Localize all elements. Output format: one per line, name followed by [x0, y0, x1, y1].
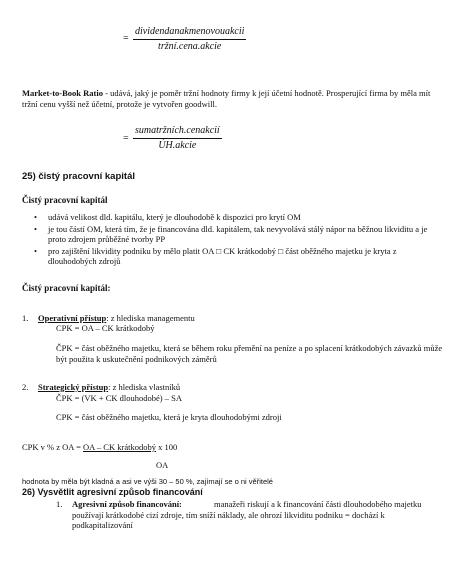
item2-formula: ČPK = (VK + CK dlouhodobé) – SA — [56, 393, 182, 403]
item1-formula: CPK = OA – CK krátkodobý — [56, 323, 155, 333]
mtb-text: - udává, jaký je poměr tržní hodnoty firmy k její účetní hodnotě. Prosperující firma by měla mít tržní cenu vyšší než účetní, protože je vytvořen goodwill. — [22, 88, 431, 109]
formula2-numerator: sumatržních.cenakcií — [133, 125, 222, 139]
item1-title: Operativní přístup — [38, 313, 107, 323]
item3-number: 1. — [56, 499, 63, 509]
item2-title-line — [22, 382, 180, 393]
formula1-equals: = — [123, 33, 129, 44]
mtb-paragraph — [22, 88, 442, 109]
item2-number: 2. — [22, 382, 29, 392]
item2-title: Strategický přístup — [38, 382, 109, 392]
formula1-denominator: tržní.cena.akcie — [158, 41, 222, 52]
section26-heading: 26) Vysvětlit agresivní způsob financování — [22, 487, 203, 497]
cpk-bullet-1: • udává velikost dld. kapitálu, který je dlouhodobě k dispozici pro krytí OM — [22, 212, 442, 223]
cpk2-heading: Čistý pracovní kapitál: — [22, 283, 111, 293]
item1-title-rest: : z hlediska managementu — [106, 313, 195, 323]
formula2-denominator: ÚH.akcie — [158, 140, 197, 151]
cpk-heading: Čistý pracovní kapitál — [22, 195, 108, 205]
cpk-bullet-2: • je tou částí OM, která tím, že je financována dld. kapitálem, tak nevyvolává stálý nápor na běžnou likviditu a je proto zdrojem průběžné tvorby PP — [22, 224, 442, 245]
formula1-fraction — [133, 26, 246, 53]
cpk-percent-denominator: OA — [156, 460, 169, 470]
item3-text-body: manažeři riskují a k financování části dlouhodobého majetku používají krátkodobé cizí zdroje, tím sníží náklady, ale ohrozí likviditu podniku = dochází k podkapitalizování — [72, 499, 422, 530]
section25-heading: 25) čistý pracovní kapitál — [22, 171, 135, 182]
item1-number: 1. — [22, 313, 29, 323]
item2-description: CPK = část oběžného majetku, která je kryta dlouhodobými zdroji — [56, 412, 282, 422]
cpk-percent-numerator: OA – CK krátkodobý — [83, 442, 156, 452]
formula2-fraction — [133, 125, 222, 152]
cpk-bullet-3: • pro zajištění likvidity podniku by mělo platit OA □ CK krátkodobý □ část oběžného majetku je kryta z dlouhodobých zdrojů — [22, 246, 442, 267]
cpk-percent-prefix: CPK v % z OA = — [22, 442, 83, 452]
note-text: hodnota by měla být kladná a asi ve výši 30 – 50 %, zajímají se o ni věřitelé — [22, 477, 273, 486]
cpk-bullet-list — [22, 212, 442, 268]
item1-title-line — [22, 313, 195, 324]
item1-description: ČPK = část oběžného majetku, která se během roku přemění na peníze a po splacení krátkodobých závazků může být použita k uskutečnění podnikových záměrů — [56, 343, 443, 364]
cpk-percent-suffix: x 100 — [155, 442, 178, 452]
item3-title: Agresivní způsob financování: — [72, 499, 182, 509]
cpk-percent-line — [22, 442, 177, 453]
formula1-numerator: dividendanakmenovouakcii — [133, 26, 246, 40]
item3-text — [72, 499, 446, 531]
mtb-term: Market-to-Book Ratio — [22, 88, 103, 98]
item2-title-rest: : z hlediska vlastníků — [108, 382, 181, 392]
formula2-equals: = — [123, 133, 129, 144]
